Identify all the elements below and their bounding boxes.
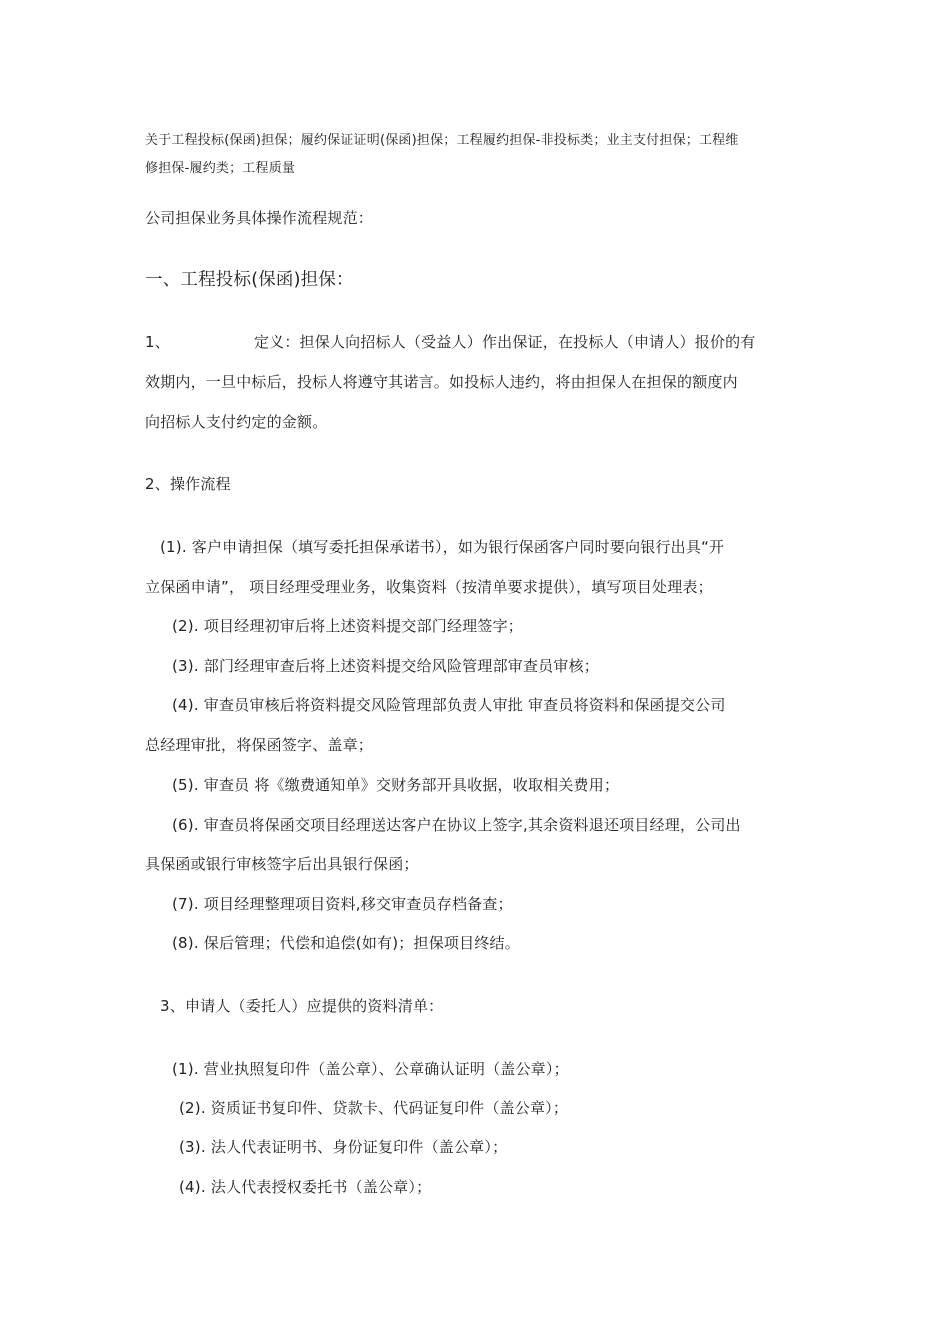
- step-4-line-1: (4). 审查员审核后将资料提交风险管理部负责人审批 审查员将资料和保函提交公司: [172, 696, 726, 714]
- material-3: (3). 法人代表证明书、身份证复印件（盖公章）；: [179, 1138, 508, 1156]
- definition-line-3: 向招标人支付约定的金额。: [145, 413, 328, 431]
- step-2: (2). 项目经理初审后将上述资料提交部门经理签字；: [172, 617, 523, 635]
- step-3: (3). 部门经理审查后将上述资料提交给风险管理部审查员审核；: [172, 657, 599, 675]
- material-4: (4). 法人代表授权委托书（盖公章）；: [179, 1178, 432, 1196]
- definition-line-2: 效期内，一旦中标后，投标人将遵守其诺言。如投标人违约，将由担保人在担保的额度内: [145, 373, 738, 391]
- material-2: (2). 资质证书复印件、贷款卡、代码证复印件（盖公章）；: [179, 1099, 569, 1117]
- step-6-line-2: 具保函或银行审核签字后出具银行保函；: [145, 855, 419, 873]
- step-1-line-2: 立保函申请”， 项目经理受理业务，收集资料（按清单要求提供），填写项目处理表；: [145, 578, 713, 596]
- material-1: (1). 营业执照复印件（盖公章）、公章确认证明（盖公章）；: [172, 1060, 569, 1078]
- intro-line-1: 关于工程投标(保函)担保；履约保证证明(保函)担保；工程履约担保-非投标类；业主支付担保；工程维: [145, 133, 739, 148]
- materials-heading: 3、申请人（委托人）应提供的资料清单：: [160, 997, 444, 1015]
- section-1-heading: 一、工程投标(保函)担保：: [145, 270, 354, 290]
- step-1-line-1: (1). 客户申请担保（填写委托担保承诺书），如为银行保函客户同时要向银行出具“开: [160, 538, 725, 556]
- step-4-line-2: 总经理审批，将保函签字、盖章；: [145, 736, 374, 754]
- step-5: (5). 审查员 将《缴费通知单》交财务部开具收据，收取相关费用；: [172, 776, 620, 794]
- definition-number: 1、: [145, 333, 170, 351]
- intro-line-2: 修担保-履约类；工程质量: [145, 161, 296, 176]
- step-8: (8). 保后管理；代偿和追偿(如有)；担保项目终结。: [172, 934, 520, 952]
- process-heading: 2、操作流程: [145, 475, 231, 493]
- definition-text-1: 定义：担保人向招标人（受益人）作出保证，在投标人（申请人）报价的有: [253, 333, 756, 351]
- document-subtitle: 公司担保业务具体操作流程规范：: [145, 209, 374, 227]
- step-7: (7). 项目经理整理项目资料,移交审查员存档备查；: [172, 895, 513, 913]
- definition-line-1: [145, 331, 756, 352]
- step-6-line-1: (6). 审查员将保函交项目经理送达客户在协议上签字,其余资料退还项目经理，公司出: [172, 816, 741, 834]
